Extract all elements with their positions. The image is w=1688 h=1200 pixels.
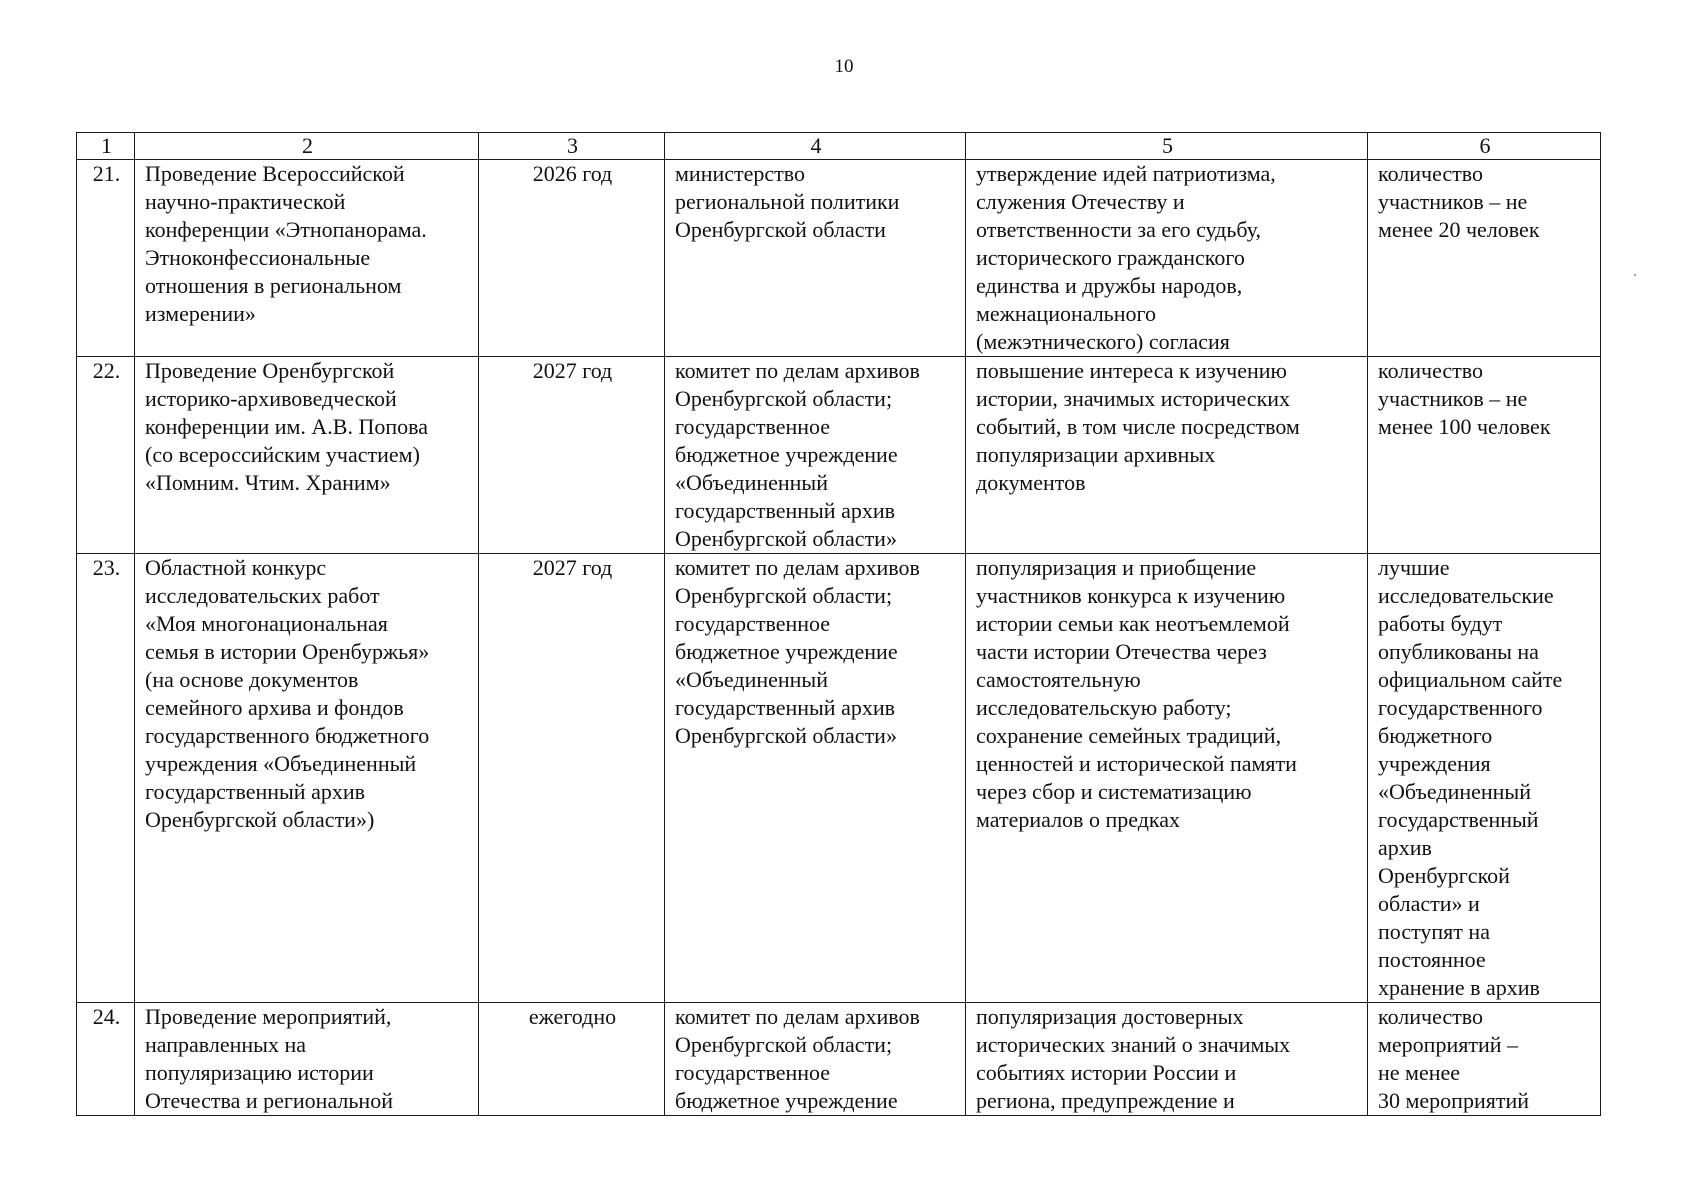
event-cell	[135, 160, 479, 357]
executor-line: государственный архив	[675, 695, 895, 720]
event-line: государственного бюджетного	[145, 723, 430, 748]
scan-speck	[1634, 274, 1636, 276]
event-line: научно-практической	[145, 189, 346, 214]
result-line: региона, предупреждение и	[976, 1088, 1235, 1113]
indicator-line: 30 мероприятий	[1378, 1088, 1530, 1113]
indicator-cell	[1368, 357, 1601, 554]
period-line: ежегодно	[528, 1004, 617, 1029]
indicator-line: постоянное	[1378, 947, 1486, 972]
header-col-5: 5	[966, 133, 1368, 160]
period-line: 2026 год	[532, 161, 613, 186]
header-col-2: 2	[135, 133, 479, 160]
executor-line: региональной политики	[675, 189, 900, 214]
result-line: служения Отечеству и	[976, 189, 1185, 214]
event-line: государственный архив	[145, 779, 365, 804]
event-line: «Помним. Чтим. Храним»	[145, 470, 391, 495]
indicator-line: поступят на	[1378, 919, 1490, 944]
event-line: семейного архива и фондов	[145, 695, 404, 720]
result-cell	[966, 160, 1368, 357]
event-line: Проведение Всероссийской	[145, 161, 405, 186]
result-line: участников конкурса к изучению	[976, 583, 1286, 608]
indicator-line: архив	[1378, 835, 1432, 860]
result-line: популяризация и приобщение	[976, 555, 1257, 580]
event-cell	[135, 357, 479, 554]
table-body	[77, 160, 1601, 1116]
executor-line: министерство	[675, 161, 806, 186]
result-line: событиях истории России и	[976, 1060, 1237, 1085]
result-cell	[966, 1003, 1368, 1116]
period-line: 2027 год	[532, 358, 613, 383]
result-line: популяризации архивных	[976, 442, 1216, 467]
event-line: конференции «Этнопанорама.	[145, 217, 427, 242]
row-number-cell: 21.	[77, 160, 135, 357]
executor-line: «Объединенный	[675, 667, 828, 692]
header-col-6: 6	[1368, 133, 1601, 160]
indicator-line: менее 20 человек	[1378, 217, 1540, 242]
result-line: событий, в том числе посредством	[976, 414, 1300, 439]
event-line: Проведение Оренбургской	[145, 358, 395, 383]
indicator-line: количество	[1378, 161, 1484, 186]
indicator-cell	[1368, 554, 1601, 1003]
indicator-line: мероприятий –	[1378, 1032, 1519, 1057]
event-line: отношения в региональном	[145, 273, 402, 298]
indicator-cell	[1368, 1003, 1601, 1116]
executor-line: комитет по делам архивов	[675, 358, 920, 383]
header-col-4: 4	[665, 133, 966, 160]
result-line: документов	[976, 470, 1086, 495]
result-line: исследовательскую работу;	[976, 695, 1232, 720]
event-line: Областной конкурс	[145, 555, 327, 580]
table-row	[77, 554, 1601, 1003]
indicator-line: лучшие	[1378, 555, 1450, 580]
header-col-1: 1	[77, 133, 135, 160]
executor-line: государственное	[675, 611, 831, 636]
indicator-line: работы будут	[1378, 611, 1503, 636]
executor-line: Оренбургской области;	[675, 583, 893, 608]
indicator-line: официальном сайте	[1378, 667, 1563, 692]
indicator-line: учреждения	[1378, 751, 1491, 776]
result-cell	[966, 357, 1368, 554]
indicator-line: исследовательские	[1378, 583, 1554, 608]
result-line: исторических знаний о значимых	[976, 1032, 1291, 1057]
indicator-line: не менее	[1378, 1060, 1461, 1085]
indicator-line: хранение в архив	[1378, 975, 1540, 1000]
result-line: популяризация достоверных	[976, 1004, 1244, 1029]
executor-cell	[665, 554, 966, 1003]
executor-cell	[665, 1003, 966, 1116]
result-line: ценностей и исторической памяти	[976, 751, 1297, 776]
result-line: материалов о предках	[976, 807, 1181, 832]
executor-line: бюджетное учреждение	[675, 442, 898, 467]
executor-line: государственное	[675, 414, 831, 439]
executor-line: бюджетное учреждение	[675, 639, 898, 664]
executor-line: государственный архив	[675, 498, 895, 523]
period-line: 2027 год	[532, 555, 613, 580]
row-number-cell: 24.	[77, 1003, 135, 1116]
table-row	[77, 160, 1601, 357]
indicator-cell	[1368, 160, 1601, 357]
event-line: (со всероссийским участием)	[145, 442, 420, 467]
period-cell	[479, 554, 665, 1003]
event-line: Проведение мероприятий,	[145, 1004, 392, 1029]
result-line: части истории Отечества через	[976, 639, 1267, 664]
event-line: Отечества и региональной	[145, 1088, 393, 1113]
executor-cell	[665, 160, 966, 357]
indicator-line: количество	[1378, 1004, 1484, 1029]
result-line: сохранение семейных традиций,	[976, 723, 1282, 748]
executor-line: Оренбургской области;	[675, 386, 893, 411]
executor-line: «Объединенный	[675, 470, 828, 495]
event-line: популяризацию истории	[145, 1060, 374, 1085]
executor-line: Оренбургской области	[675, 217, 886, 242]
indicator-line: участников – не	[1378, 189, 1528, 214]
result-cell	[966, 554, 1368, 1003]
period-cell	[479, 357, 665, 554]
indicator-line: государственного	[1378, 695, 1543, 720]
event-line: Оренбургской области»)	[145, 807, 375, 832]
executor-line: комитет по делам архивов	[675, 555, 920, 580]
result-line: исторического гражданского	[976, 245, 1245, 270]
result-line: через сбор и систематизацию	[976, 779, 1252, 804]
page-number: 10	[834, 56, 854, 77]
header-row	[77, 133, 1601, 160]
period-cell	[479, 160, 665, 357]
event-line: учреждения «Объединенный	[145, 751, 417, 776]
row-number-cell: 23.	[77, 554, 135, 1003]
event-line: измерении»	[145, 301, 256, 326]
executor-line: Оренбургской области;	[675, 1032, 893, 1057]
events-table	[76, 132, 1601, 1116]
period-cell	[479, 1003, 665, 1116]
header-col-3: 3	[479, 133, 665, 160]
result-line: (межэтнического) согласия	[976, 329, 1230, 354]
table-row	[77, 1003, 1601, 1116]
indicator-line: участников – не	[1378, 386, 1528, 411]
result-line: межнационального	[976, 301, 1156, 326]
result-line: истории, значимых исторических	[976, 386, 1291, 411]
event-cell	[135, 1003, 479, 1116]
result-line: ответственности за его судьбу,	[976, 217, 1262, 242]
event-line: исследовательских работ	[145, 583, 380, 608]
indicator-line: бюджетного	[1378, 723, 1493, 748]
table-row	[77, 357, 1601, 554]
event-line: семья в истории Оренбуржья»	[145, 639, 430, 664]
event-line: «Моя многонациональная	[145, 611, 388, 636]
result-line: самостоятельную	[976, 667, 1141, 692]
result-line: единства и дружбы народов,	[976, 273, 1243, 298]
indicator-line: Оренбургской	[1378, 863, 1510, 888]
indicator-line: опубликованы на	[1378, 639, 1539, 664]
indicator-line: области» и	[1378, 891, 1480, 916]
indicator-line: «Объединенный	[1378, 779, 1531, 804]
event-line: историко-архивоведческой	[145, 386, 397, 411]
indicator-line: государственный	[1378, 807, 1539, 832]
executor-line: бюджетное учреждение	[675, 1088, 898, 1113]
event-line: конференции им. А.В. Попова	[145, 414, 429, 439]
row-number-cell: 22.	[77, 357, 135, 554]
result-line: повышение интереса к изучению	[976, 358, 1287, 383]
executor-line: Оренбургской области»	[675, 723, 897, 748]
result-line: истории семьи как неотъемлемой	[976, 611, 1290, 636]
executor-line: государственное	[675, 1060, 831, 1085]
executor-line: Оренбургской области»	[675, 526, 897, 551]
event-line: Этноконфессиональные	[145, 245, 371, 270]
executor-cell	[665, 357, 966, 554]
event-cell	[135, 554, 479, 1003]
indicator-line: количество	[1378, 358, 1484, 383]
executor-line: комитет по делам архивов	[675, 1004, 920, 1029]
event-line: (на основе документов	[145, 667, 359, 692]
event-line: направленных на	[145, 1032, 306, 1057]
indicator-line: менее 100 человек	[1378, 414, 1551, 439]
result-line: утверждение идей патриотизма,	[976, 161, 1276, 186]
